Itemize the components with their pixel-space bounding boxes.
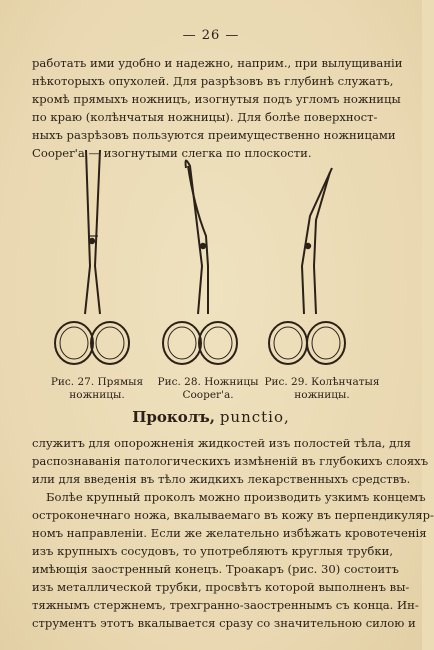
text-line: работать ими удобно и надежно, наприм., при вылущиваніи bbox=[32, 56, 403, 70]
caption-line: Рис. 29. Колѣнчатыя bbox=[264, 376, 380, 388]
text-line: тяжнымъ стержнемъ, трехгранно-заостреннымъ съ конца. Ин- bbox=[32, 598, 419, 612]
caption-line: ножницы. bbox=[69, 389, 125, 401]
text-line: имѣющія заостренный конецъ. Троакаръ (рис. 30) состоитъ bbox=[32, 562, 399, 576]
text-line: кромѣ прямыхъ ножницъ, изогнутыя подъ угломъ ножницы bbox=[32, 92, 401, 106]
figure-straight-scissors bbox=[52, 146, 132, 371]
text-line: номъ направленіи. Если же желательно избѣжать кровотеченія bbox=[32, 526, 427, 540]
text-line: Болѣе крупный проколъ можно производить узкимъ концемъ bbox=[46, 490, 426, 504]
figure-angled-scissors bbox=[264, 146, 354, 371]
angled-scissors-illustration bbox=[264, 146, 354, 371]
caption-line: Рис. 27. Прямыя bbox=[50, 376, 144, 388]
figure-29-caption bbox=[262, 376, 382, 402]
caption-line: ножницы. bbox=[294, 389, 350, 401]
text-line: распознаванія патологическихъ измѣненій въ глубокихъ слояхъ bbox=[32, 454, 429, 468]
section-heading bbox=[0, 408, 422, 426]
caption-line: Cooper'а. bbox=[182, 389, 234, 401]
text-line: изъ металлической трубки, просвѣтъ которой выполненъ вы- bbox=[32, 580, 410, 594]
figure-27-caption bbox=[42, 376, 152, 402]
text-line: струментъ этотъ вкалывается сразу со значительною силою и bbox=[32, 616, 416, 630]
text-line: ныхъ разрѣзовъ пользуются преимущественно ножницами bbox=[32, 128, 396, 142]
text-line: Cooper'а — изогнутыми слегка по плоскости. bbox=[32, 146, 312, 160]
figure-cooper-scissors bbox=[158, 146, 238, 371]
caption-line: Рис. 28. Ножницы bbox=[157, 376, 259, 388]
page-number: — 26 — bbox=[182, 28, 240, 43]
text-line: нѣкоторыхъ опухолей. Для разрѣзовъ въ глубинѣ служатъ, bbox=[32, 74, 394, 88]
cooper-scissors-illustration bbox=[158, 146, 238, 371]
text-line: по краю (колѣнчатыя ножницы). Для болѣе поверхност- bbox=[32, 110, 378, 124]
text-line: служитъ для опорожненія жидкостей изъ полостей тѣла, для bbox=[32, 436, 411, 450]
figure-28-caption bbox=[153, 376, 263, 402]
section-latin-term: punctio, bbox=[219, 408, 290, 426]
straight-scissors-illustration bbox=[52, 146, 132, 371]
text-line: изъ крупныхъ сосудовъ, то употребляютъ круглыя трубки, bbox=[32, 544, 394, 558]
text-line: или для введенія въ тѣло жидкихъ лекарственныхъ средствъ. bbox=[32, 472, 411, 486]
text-line: остроконечнаго ножа, вкалываемаго въ кожу въ перпендикуляр- bbox=[32, 508, 434, 522]
section-title: Проколъ, bbox=[132, 408, 216, 426]
body-paragraph bbox=[32, 434, 434, 632]
